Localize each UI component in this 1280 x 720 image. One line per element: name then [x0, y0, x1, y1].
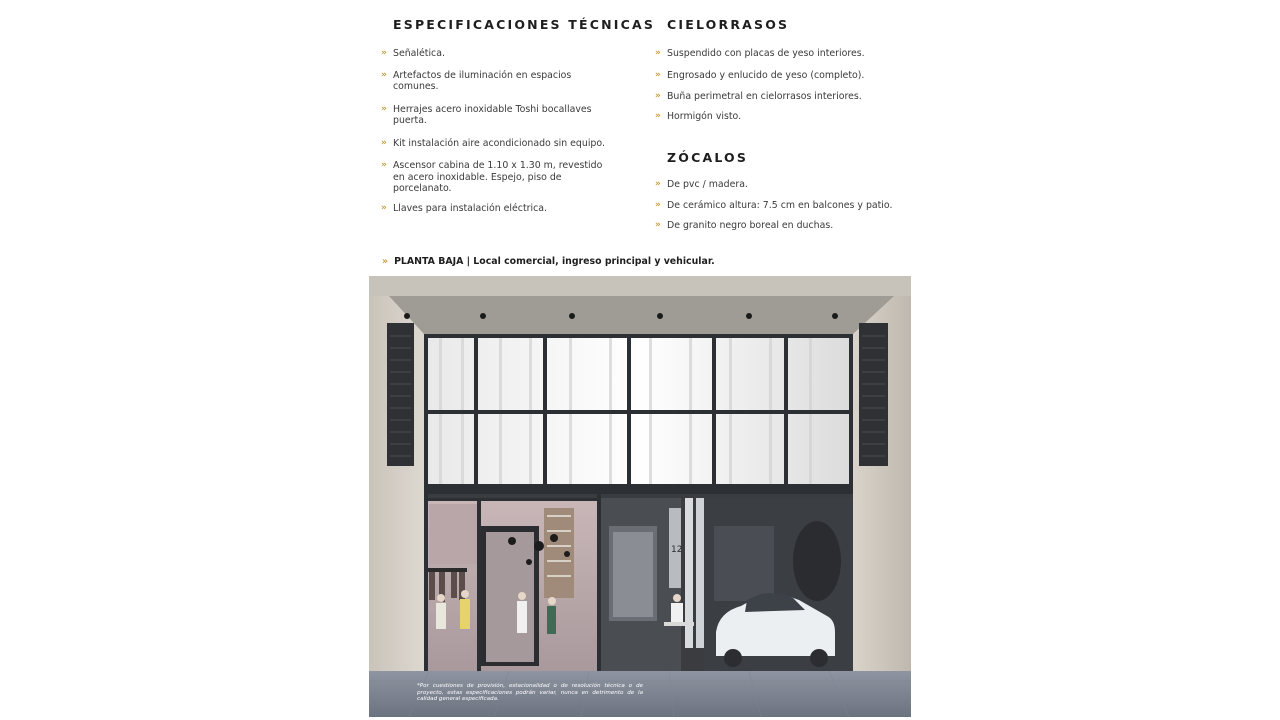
column — [696, 498, 704, 648]
list-item: » Engrosado y enlucido de yeso (completo). — [655, 69, 865, 81]
list-item: » Suspendido con placas de yeso interiores. — [655, 48, 865, 59]
list-item: » Ascensor cabina de 1.10 x 1.30 m, revestido en acero inoxidable. Espejo, piso de porcelanato. — [381, 160, 603, 194]
bullet-icon: » — [655, 199, 661, 210]
list-item: » Hormigón visto. — [655, 110, 742, 122]
facade-render — [369, 276, 911, 717]
building-number: 12 — [671, 545, 683, 555]
bullet-icon: » — [655, 91, 661, 101]
list-item: » Buña perimetral en cielorrasos interiores. — [655, 91, 862, 102]
especificaciones-list — [381, 48, 617, 214]
bullet-icon: » — [381, 48, 387, 58]
bullet-icon: » — [381, 69, 387, 80]
list-item: » Señalética. — [381, 48, 445, 59]
bullet-icon: » — [381, 103, 387, 114]
zocalos-title: ZÓCALOS — [667, 150, 749, 165]
list-item: » Artefactos de iluminación en espacios comunes. — [381, 69, 572, 92]
bullet-icon: » — [655, 220, 661, 230]
facade-illustration — [369, 276, 911, 717]
zocalos-list — [655, 179, 905, 232]
bullet-icon: » — [381, 202, 387, 213]
cielorrasos-title: CIELORRASOS — [667, 17, 790, 32]
bullet-icon: » — [381, 137, 387, 148]
bullet-icon: » — [382, 256, 389, 267]
list-item: » De pvc / madera. — [655, 179, 748, 190]
bullet-icon: » — [655, 69, 661, 80]
left-shutter — [387, 323, 414, 466]
list-item: » Kit instalación aire acondicionado sin equipo. — [381, 137, 605, 149]
especificaciones-title: ESPECIFICACIONES TÉCNICAS — [393, 17, 656, 32]
list-item: » De granito negro boreal en duchas. — [655, 220, 834, 231]
disclaimer-note: *Por cuestiones de provisión, estacionalidad o de resolución técnica o de proyecto, estas especificaciones podrán variar, nunca en detrimento de la calidad general especificada. — [417, 683, 643, 703]
bullet-icon: » — [655, 179, 661, 189]
list-item: » De cerámico altura: 7.5 cm en balcones y patio. — [655, 199, 893, 211]
bullet-icon: » — [655, 48, 661, 58]
list-item: » Llaves para instalación eléctrica. — [381, 202, 547, 214]
list-item: » Herrajes acero inoxidable Toshi bocallaves puerta. — [381, 103, 592, 126]
cielorrasos-list — [655, 48, 895, 122]
right-shutter — [859, 323, 888, 466]
planta-baja-caption: » PLANTA BAJA | Local comercial, ingreso principal y vehicular. — [382, 256, 715, 267]
bullet-icon: » — [655, 110, 661, 121]
bullet-icon: » — [381, 160, 387, 170]
